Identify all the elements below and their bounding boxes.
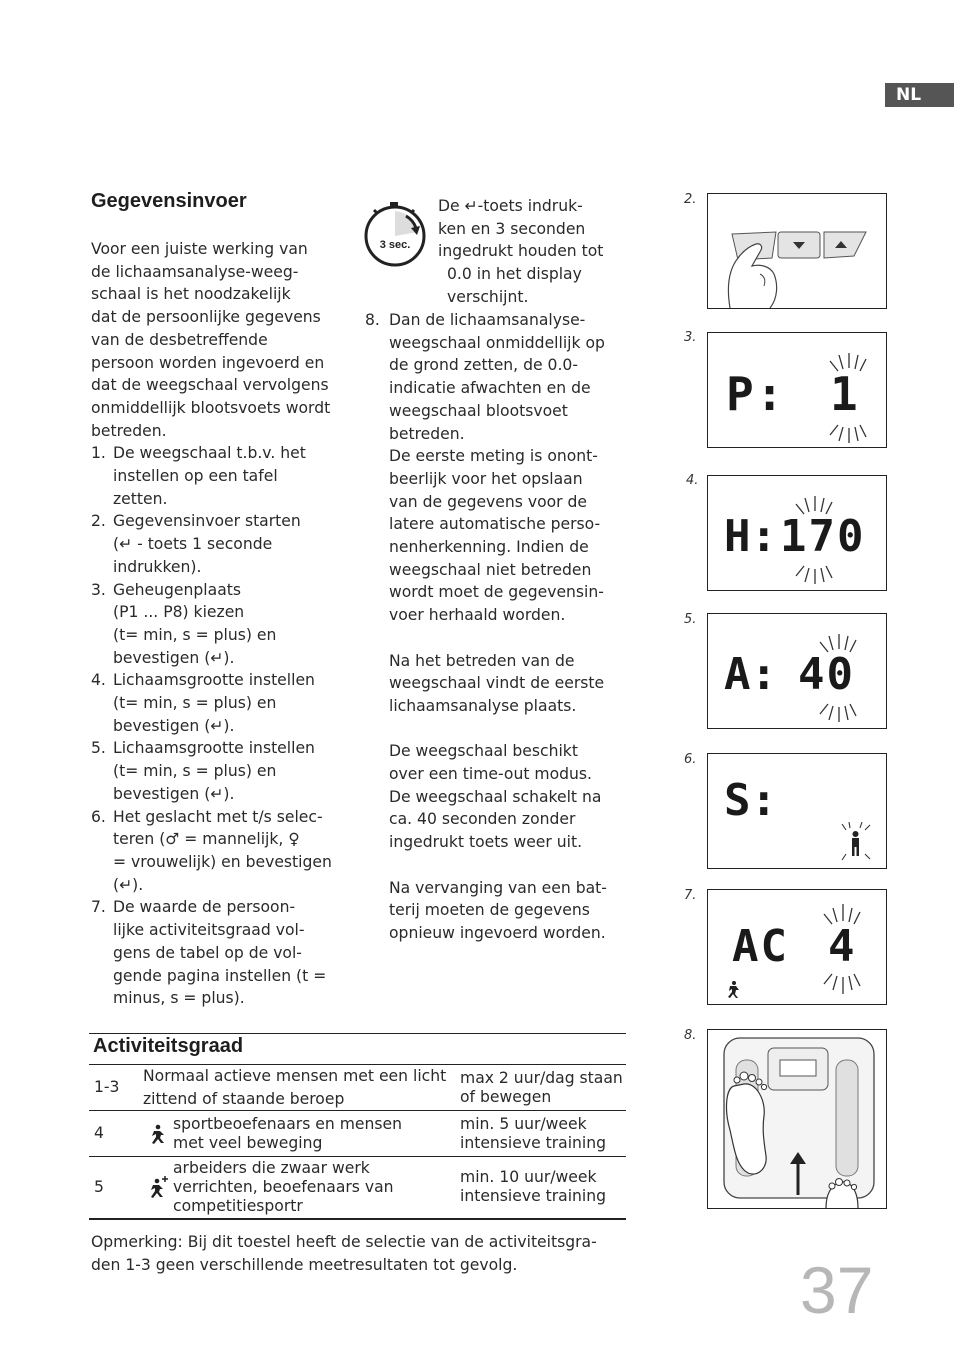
runner-icon <box>728 981 739 998</box>
text-line: De ↵-toets indruk- <box>438 197 583 215</box>
list-item <box>91 806 341 897</box>
text-line: indrukken). <box>113 557 202 576</box>
stopwatch-icon <box>362 200 430 268</box>
intro-paragraph <box>91 238 341 1010</box>
text-line: min. 10 uur/week <box>460 1168 597 1187</box>
figure-label: 3. <box>684 330 697 345</box>
text-line: De weegschaal schakelt na <box>389 787 602 806</box>
section-heading: Gegevensinvoer <box>91 190 247 212</box>
text-line: (↵ - toets 1 seconde <box>113 535 273 554</box>
steps-list-continued <box>365 309 615 945</box>
table-top-rule <box>89 1033 626 1034</box>
timer-instruction <box>438 195 618 309</box>
item-number: 2. <box>91 512 106 531</box>
text-line: minus, s = plus). <box>113 989 245 1008</box>
list-item <box>365 309 615 945</box>
text-line: bevestigen (↵). <box>113 784 235 803</box>
figure-label: 2. <box>684 192 697 207</box>
text-line: indicatie afwachten en de <box>389 379 591 398</box>
text-line: weegschaal vindt de eerste <box>389 674 605 693</box>
text-line: Na vervanging van een bat- <box>389 878 607 897</box>
text-line: bevestigen (↵). <box>113 716 235 735</box>
text-line: verschijnt. <box>447 287 529 306</box>
text-line: persoon worden ingevoerd en <box>91 353 325 372</box>
text-line: Lichaamsgrootte instellen <box>113 671 315 690</box>
text-line: ingedrukt houden tot <box>438 242 604 261</box>
steps-list <box>91 442 341 1010</box>
figure-3-display <box>707 332 887 448</box>
text-line: zetten. <box>113 489 168 508</box>
text-line: wordt moet de gegevensin- <box>389 583 604 602</box>
description-cell <box>143 1157 460 1219</box>
time-cell <box>460 1065 626 1111</box>
text-line: Dan de lichaamsanalyse- <box>389 311 586 329</box>
text-line: onmiddellijk blootsvoets wordt <box>91 398 331 417</box>
text-line: Normaal actieve mensen met een licht <box>143 1066 447 1085</box>
text-line: De waarde de persoon- <box>113 898 296 917</box>
text-line: met veel beweging <box>173 1133 323 1152</box>
item-number: 6. <box>91 807 106 826</box>
text-line: weegschaal niet betreden <box>389 560 592 579</box>
table-row <box>89 1157 626 1219</box>
text-line: Voor een juiste werking van <box>91 240 308 258</box>
list-item <box>91 510 341 578</box>
text-line: weegschaal onmiddellijk op <box>389 333 605 352</box>
figure-5-display <box>707 613 887 729</box>
list-item <box>91 669 341 737</box>
text-line: (t= min, s = plus) en <box>113 762 277 781</box>
language-tab: NL <box>885 83 954 107</box>
item-number: 8. <box>365 311 380 329</box>
lcd-left: A: <box>724 649 777 700</box>
page-number: 37 <box>800 1253 874 1327</box>
figure-8-scale <box>707 1029 887 1209</box>
list-item <box>91 442 341 510</box>
text-line: betreden. <box>389 424 465 443</box>
text-line: of bewegen <box>460 1087 552 1106</box>
text-line: verrichten, beoefenaars van <box>173 1177 394 1196</box>
text-line: (t= min, s = plus) en <box>113 694 277 713</box>
lcd-right: 40 <box>798 649 855 700</box>
description-cell <box>143 1111 460 1157</box>
figure-4-display <box>707 475 887 591</box>
lcd-right: 170 <box>780 511 866 562</box>
item-number: 5. <box>91 739 106 758</box>
table-row <box>89 1111 626 1157</box>
time-cell <box>460 1157 626 1219</box>
text-line: competitiesportr <box>173 1196 303 1215</box>
figure-label: 5. <box>684 612 697 627</box>
text-line: gens de tabel op de vol- <box>113 943 302 962</box>
grade-cell: 1-3 <box>94 1078 120 1096</box>
text-line: terij moeten de gegevens <box>389 901 590 920</box>
text-line: bevestigen (↵). <box>113 648 235 667</box>
figure-label: 7. <box>684 888 697 903</box>
text-line: De weegschaal beschikt <box>389 742 578 761</box>
figure-6-display <box>707 753 887 869</box>
list-item <box>91 896 341 1010</box>
lcd-right: 4 <box>828 921 855 972</box>
figure-label: 4. <box>686 473 699 488</box>
text-line: lijke activiteitsgraad vol- <box>113 921 305 940</box>
text-line: van de desbetreffende <box>91 330 268 349</box>
list-item <box>91 579 341 670</box>
male-blink-icon <box>840 822 872 862</box>
text-line: dat de persoonlijke gegevens <box>91 308 321 327</box>
item-number: 7. <box>91 898 106 917</box>
lcd-left: AC <box>732 921 789 972</box>
text-line: (↵). <box>113 875 144 894</box>
table-heading: Activiteitsgraad <box>93 1035 244 1057</box>
text-line: intensieve training <box>460 1187 607 1206</box>
text-line: de lichaamsanalyse-weeg- <box>91 262 299 281</box>
text-line: zittend of staande beroep <box>143 1089 345 1108</box>
list-item <box>91 737 341 805</box>
text-line: voer herhaald worden. <box>389 606 566 625</box>
text-line: beerlijk voor het opslaan <box>389 469 583 488</box>
item-number: 4. <box>91 671 106 690</box>
figure-label: 6. <box>684 752 697 767</box>
footnote: Opmerking: Bij dit toestel heeft de selectie van de activiteitsgra-den 1-3 geen verschillende meetresultaten tot gevolg. <box>91 1233 597 1274</box>
up-button <box>824 232 866 258</box>
text-line: Het geslacht met t/s selec- <box>113 807 323 826</box>
time-cell <box>460 1111 626 1157</box>
grade-cell: 4 <box>94 1124 104 1142</box>
text-line: Geheugenplaats <box>113 580 241 599</box>
figure-7-display <box>707 889 887 1005</box>
lcd-left: P: <box>726 367 786 421</box>
activity-table <box>89 1064 626 1220</box>
text-line: weegschaal blootsvoet <box>389 401 568 420</box>
text-line: betreden. <box>91 421 167 440</box>
text-line: ca. 40 seconden zonder <box>389 810 576 829</box>
text-line: Na het betreden van de <box>389 651 575 670</box>
grade-cell: 5 <box>94 1177 104 1196</box>
figure-label: 8. <box>684 1028 697 1043</box>
text-line: gende pagina instellen (t = <box>113 966 327 985</box>
text-line: intensieve training <box>460 1133 607 1152</box>
athlete-plus-icon <box>143 1174 173 1200</box>
text-line: teren (♂ = mannelijk, ♀ <box>113 830 300 849</box>
timer-label: 3 sec. <box>379 239 411 251</box>
text-line: ken en 3 seconden <box>438 219 586 238</box>
text-line: De weegschaal t.b.v. het <box>113 444 306 463</box>
text-line: De eerste meting is onont- <box>389 447 598 466</box>
text-line: van de gegevens voor de <box>389 492 588 511</box>
text-line: dat de weegschaal vervolgens <box>91 376 329 395</box>
text-line: Lichaamsgrootte instellen <box>113 739 315 758</box>
lcd-left: H: <box>724 511 777 562</box>
text-line: arbeiders die zwaar werk <box>173 1158 370 1177</box>
text-line: instellen op een tafel <box>113 467 278 486</box>
description-cell <box>143 1065 460 1111</box>
text-line: = vrouwelijk) en bevestigen <box>113 852 332 871</box>
step-8 <box>365 309 615 945</box>
text-line: Gegevensinvoer starten <box>113 512 301 531</box>
text-line: latere automatische perso- <box>389 515 601 534</box>
text-line: (P1 ... P8) kiezen <box>113 603 245 622</box>
text-line: min. 5 uur/week <box>460 1114 587 1133</box>
item-number: 1. <box>91 444 106 463</box>
text-line: (t= min, s = plus) en <box>113 625 277 644</box>
text-line: over een time-out modus. <box>389 765 592 784</box>
text-line: schaal is het noodzakelijk <box>91 285 291 304</box>
lcd-left: S: <box>724 775 777 826</box>
text-line: max 2 uur/dag staan <box>460 1068 623 1087</box>
text-line: nenherkenning. Indien de <box>389 538 589 557</box>
text-line: ingedrukt toets weer uit. <box>389 833 583 852</box>
lcd-right: 1 <box>830 367 858 421</box>
text-line: 0.0 in het display <box>447 265 582 284</box>
table-row <box>89 1065 626 1111</box>
runner-icon <box>143 1123 173 1145</box>
text-line: sportbeoefenaars en mensen <box>173 1114 402 1133</box>
item-number: 3. <box>91 580 106 599</box>
text-line: lichaamsanalyse plaats. <box>389 696 577 715</box>
figure-2-buttons <box>707 193 887 309</box>
text-line: de grond zetten, de 0.0- <box>389 356 578 375</box>
text-line: opnieuw ingevoerd worden. <box>389 923 606 942</box>
